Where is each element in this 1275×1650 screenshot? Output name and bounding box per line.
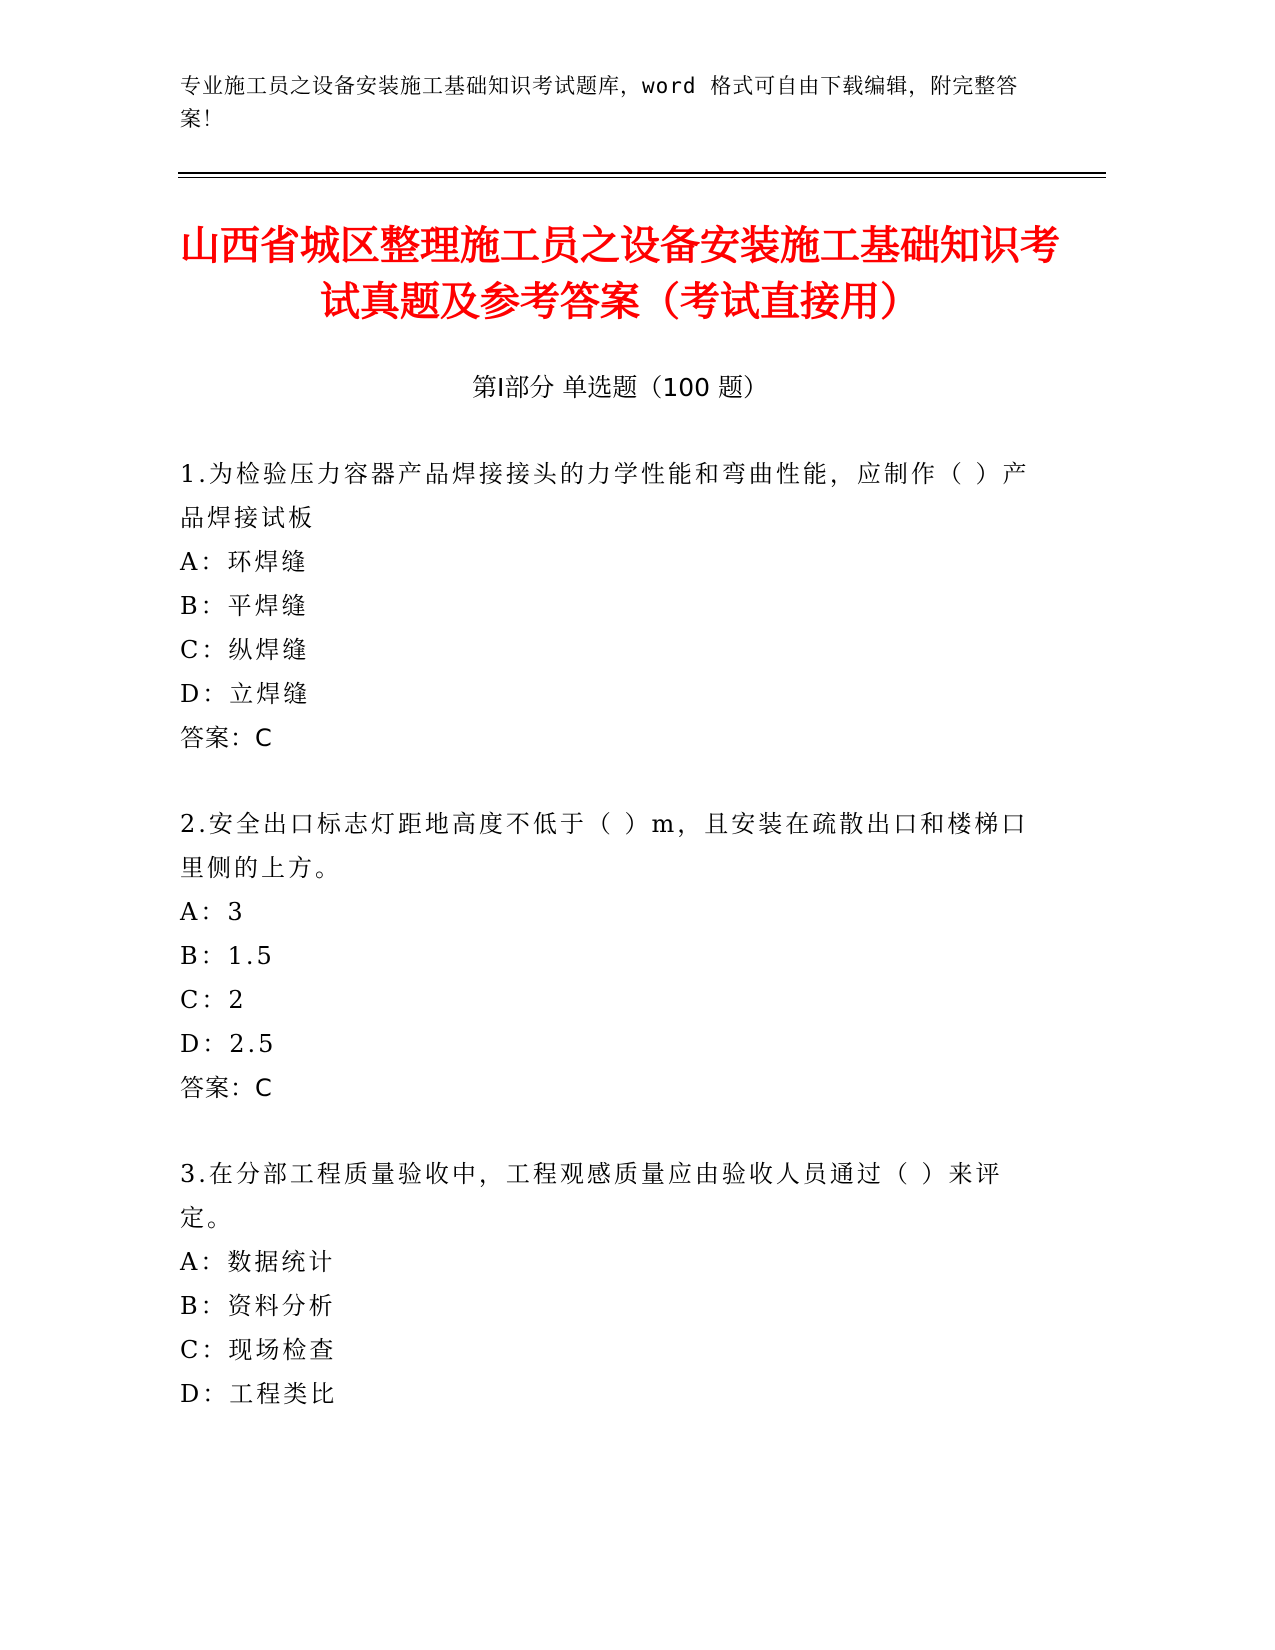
option-c: C：2 (180, 986, 247, 1014)
option-d: D：工程类比 (180, 1380, 338, 1408)
option-a: A：3 (180, 898, 246, 926)
option-b: B：平焊缝 (180, 592, 309, 620)
question-stem: 1.为检验压力容器产品焊接接头的力学性能和弯曲性能，应制作（ ）产品焊接试板 (180, 460, 1030, 532)
question-stem: 3.在分部工程质量验收中，工程观感质量应由验收人员通过（ ）来评定。 (180, 1160, 1003, 1232)
option-a: A：数据统计 (180, 1248, 336, 1276)
question-1 (180, 452, 1040, 760)
header-note: 专业施工员之设备安装施工基础知识考试题库，word 格式可自由下载编辑，附完整答案！ (180, 74, 1019, 131)
question-list (180, 452, 1040, 1458)
option-b: B：1.5 (180, 942, 275, 970)
option-c: C：纵焊缝 (180, 636, 310, 664)
question-2 (180, 802, 1040, 1110)
option-d: D：2.5 (180, 1030, 277, 1058)
answer: 答案：C (180, 724, 273, 752)
question-stem: 2.安全出口标志灯距地高度不低于（ ）m，且安装在疏散出口和楼梯口里侧的上方。 (180, 810, 1029, 882)
option-b: B：资料分析 (180, 1292, 336, 1320)
option-a: A：环焊缝 (180, 548, 309, 576)
answer: 答案：C (180, 1074, 273, 1102)
document-title: 山西省城区整理施工员之设备安装施工基础知识考试真题及参考答案（考试直接用） (180, 223, 1060, 325)
header-rule-thin (178, 177, 1106, 178)
section-title: 第Ⅰ部分 单选题（100 题） (472, 373, 768, 402)
option-d: D：立焊缝 (180, 680, 311, 708)
option-c: C：现场检查 (180, 1336, 337, 1364)
question-3 (180, 1152, 1040, 1416)
header-rule-thick (178, 172, 1106, 174)
